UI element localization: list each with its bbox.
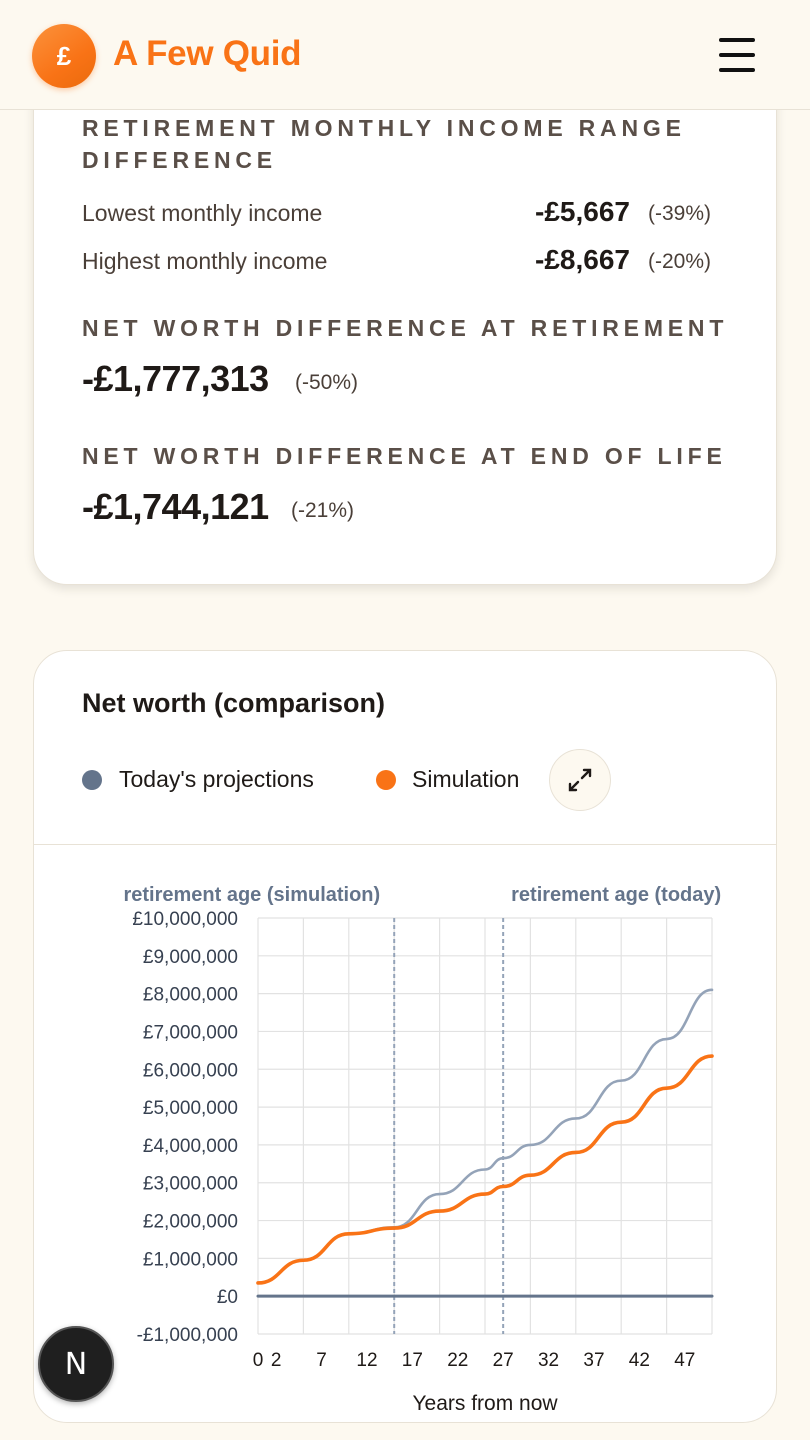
legend-dot-today: [82, 770, 102, 790]
income-range-heading-line1: RETIREMENT MONTHLY INCOME RANGE: [82, 115, 686, 141]
x-tick-label: 22: [447, 1350, 469, 1371]
legend-label-today[interactable]: Today's projections: [119, 766, 314, 792]
x-tick-label: 42: [628, 1350, 650, 1371]
lowest-income-pct: (-39%): [648, 202, 712, 225]
y-tick-label: £6,000,000: [142, 1060, 238, 1082]
income-range-heading-line2: DIFFERENCE: [82, 147, 277, 173]
x-tick-label: 2: [270, 1350, 282, 1371]
hamburger-menu-icon[interactable]: [714, 34, 760, 76]
y-tick-label: £2,000,000: [142, 1211, 238, 1233]
networth-retirement-pct: (-50%): [295, 371, 359, 394]
retirement-marker-label: retirement age (today): [511, 884, 722, 906]
floating-n-badge[interactable]: N: [38, 1326, 114, 1402]
y-tick-label: £8,000,000: [142, 984, 238, 1006]
logo-icon[interactable]: £: [32, 24, 96, 88]
x-tick-label: 27: [492, 1350, 514, 1371]
networth-end-value: -£1,744,121: [82, 486, 269, 527]
y-tick-label: £4,000,000: [142, 1135, 238, 1157]
brand-name[interactable]: A Few Quid: [113, 34, 302, 73]
y-tick-label: £9,000,000: [142, 946, 238, 968]
expand-arrows-icon: [566, 766, 594, 794]
highest-income-label: Highest monthly income: [82, 248, 328, 274]
x-tick-label: 12: [356, 1350, 378, 1371]
x-tick-label: 37: [583, 1350, 605, 1371]
y-tick-label: £7,000,000: [142, 1022, 238, 1044]
expand-chart-button[interactable]: [549, 749, 611, 811]
lowest-income-value: -£5,667: [535, 196, 630, 227]
networth-end-pct: (-21%): [291, 499, 355, 522]
lowest-income-label: Lowest monthly income: [82, 200, 323, 226]
highest-income-pct: (-20%): [648, 250, 712, 273]
legend-label-simulation[interactable]: Simulation: [412, 766, 520, 792]
networth-end-heading: NET WORTH DIFFERENCE AT END OF LIFE: [82, 443, 727, 469]
highest-income-value: -£8,667: [535, 244, 630, 275]
y-tick-label: -£1,000,000: [136, 1325, 238, 1346]
y-tick-label: £1,000,000: [142, 1249, 238, 1271]
x-tick-label: 0: [252, 1350, 264, 1371]
chart-divider: [34, 844, 776, 845]
chart-title: Net worth (comparison): [82, 688, 386, 718]
retirement-marker-label: retirement age (simulation): [123, 884, 381, 906]
app-header: [0, 0, 810, 110]
x-tick-label: 32: [537, 1350, 560, 1371]
income-range-heading: [82, 112, 686, 176]
networth-retirement-heading: NET WORTH DIFFERENCE AT RETIREMENT: [82, 315, 729, 341]
x-tick-label: 17: [401, 1350, 423, 1371]
y-tick-label: £3,000,000: [142, 1173, 238, 1195]
y-tick-label: £0: [216, 1287, 238, 1309]
networth-retirement-value: -£1,777,313: [82, 358, 269, 399]
x-tick-label: 7: [316, 1350, 327, 1371]
y-tick-label: £5,000,000: [142, 1098, 238, 1120]
x-tick-label: 47: [674, 1350, 696, 1371]
x-axis-label: Years from now: [412, 1392, 558, 1415]
legend-dot-simulation: [376, 770, 396, 790]
y-tick-label: £10,000,000: [132, 909, 238, 930]
